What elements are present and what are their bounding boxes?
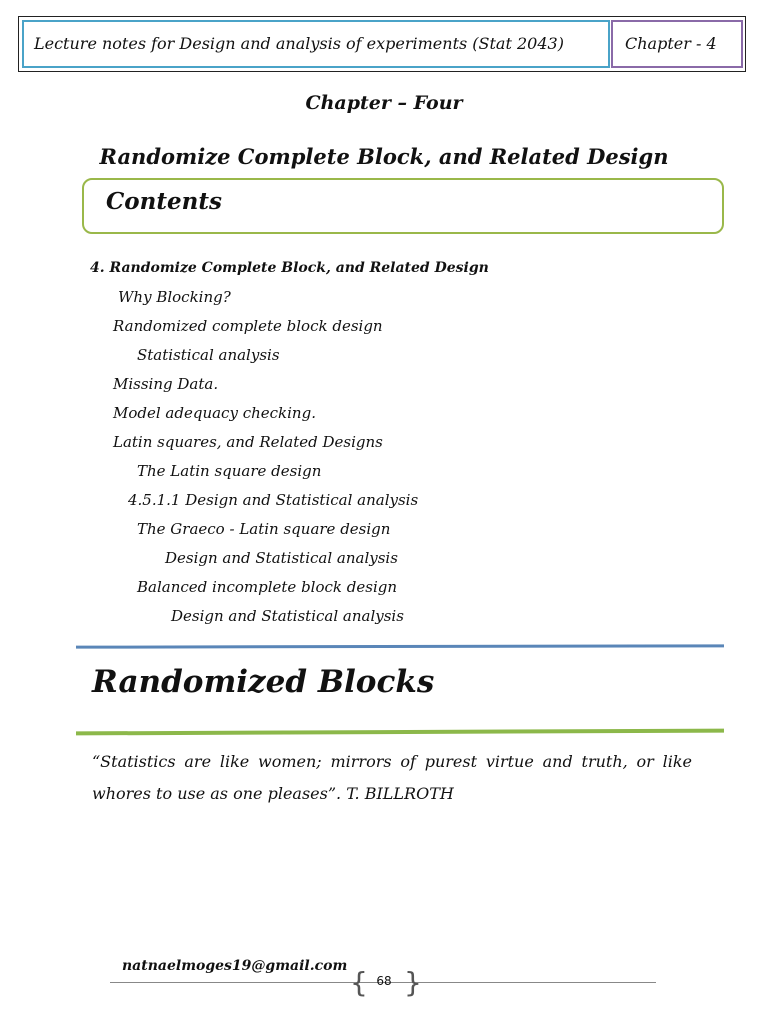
toc-item: Latin squares, and Related Designs bbox=[113, 433, 383, 451]
header-course-title: Lecture notes for Design and analysis of experiments (Stat 2043) bbox=[22, 20, 610, 68]
toc-item: Missing Data. bbox=[113, 375, 219, 393]
toc-item: Design and Statistical analysis bbox=[171, 607, 404, 625]
chapter-title: Chapter – Four bbox=[305, 92, 463, 114]
toc-item: Model adequacy checking. bbox=[113, 404, 316, 422]
section-title: Randomized Blocks bbox=[92, 664, 435, 700]
page-bracket-left: { bbox=[350, 966, 368, 999]
toc-item: 4.5.1.1 Design and Statistical analysis bbox=[128, 491, 419, 509]
footer-email: natnaelmoges19@gmail.com bbox=[122, 958, 348, 974]
page-bracket-right: } bbox=[404, 966, 422, 999]
section-divider-top bbox=[76, 644, 724, 648]
toc-item: The Graeco - Latin square design bbox=[137, 520, 391, 538]
page-number: 68 bbox=[376, 974, 392, 988]
toc-item: Why Blocking? bbox=[118, 288, 231, 306]
toc-item: Balanced incomplete block design bbox=[137, 578, 398, 596]
toc-item: Statistical analysis bbox=[137, 346, 280, 364]
contents-box bbox=[82, 178, 724, 234]
epigraph-quote: “Statistics are like women; mirrors of purest virtue and truth, or like whores to use as one pleases”. T. BILLROTH bbox=[92, 752, 692, 803]
toc-item: 4. Randomize Complete Block, and Related Design bbox=[90, 260, 489, 276]
main-title: Randomize Complete Block, and Related Design bbox=[99, 144, 669, 169]
contents-label: Contents bbox=[106, 188, 222, 215]
toc-item: Randomized complete block design bbox=[113, 317, 383, 335]
toc-item: Design and Statistical analysis bbox=[165, 549, 398, 567]
section-divider-bottom bbox=[76, 729, 724, 736]
toc-item: The Latin square design bbox=[137, 462, 322, 480]
header-chapter-label: Chapter - 4 bbox=[611, 20, 743, 68]
page-header bbox=[18, 16, 746, 72]
